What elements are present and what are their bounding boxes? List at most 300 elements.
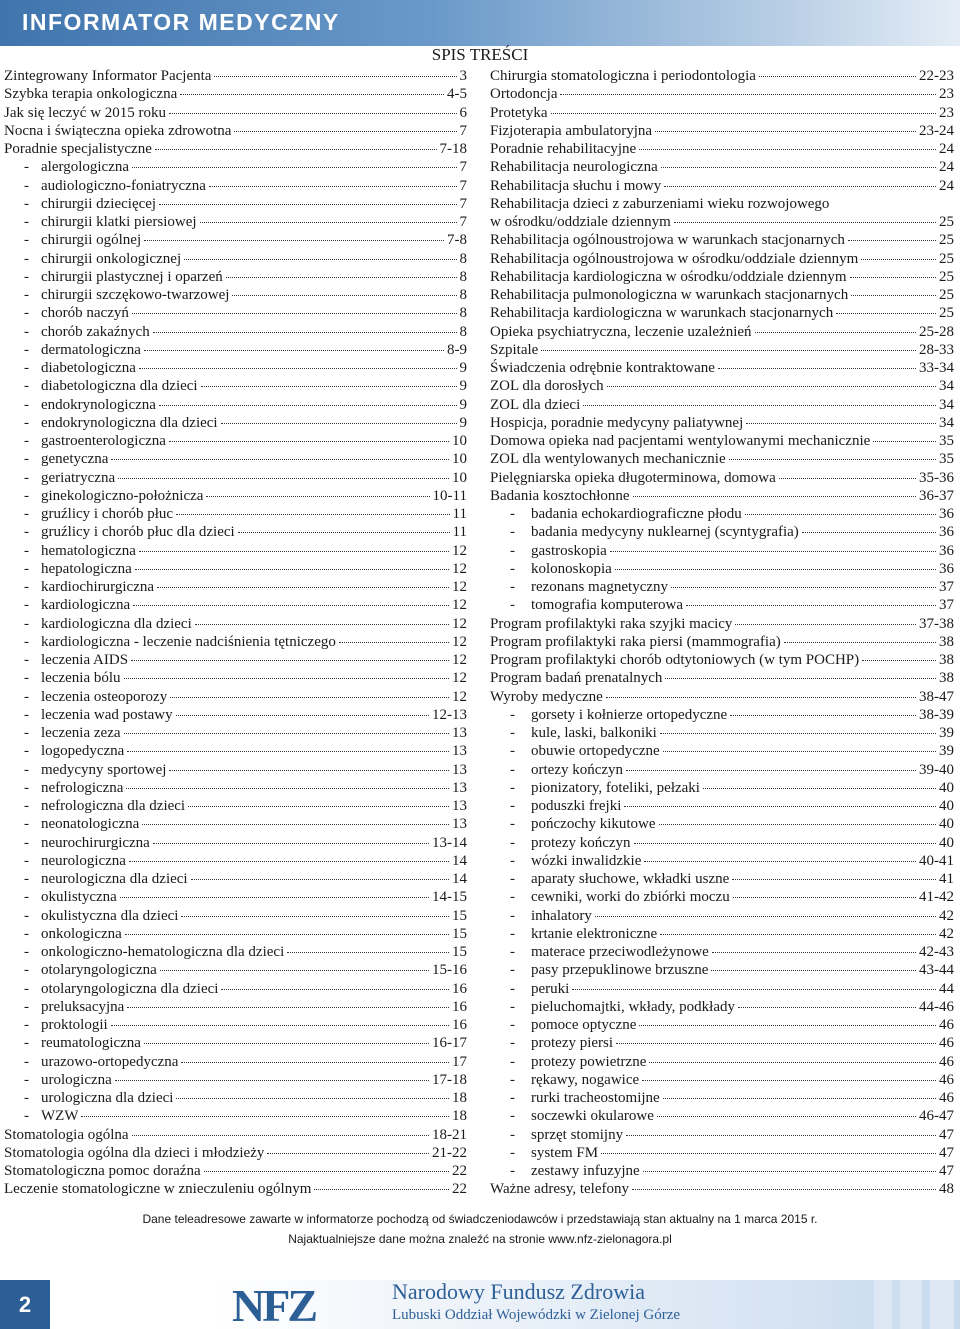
toc-subentry (490, 1034, 954, 1052)
toc-subentry (490, 1016, 954, 1034)
toc-entry-label: Rehabilitacja pulmonologiczna w warunkach stacjonarnych (490, 287, 849, 303)
dot-leader (135, 568, 449, 570)
toc-entry-label: pomoce optyczne (531, 1017, 637, 1033)
footer-note-website: Najaktualniejsze dane można znaleźć na stronie www.nfz-zielonagora.pl (288, 1232, 672, 1246)
toc-subentry (490, 1089, 954, 1107)
list-dash: - (24, 305, 29, 322)
toc-entry-label: Stomatologia ogólna dla dzieci i młodzieży (4, 1144, 265, 1161)
toc-entry-label: Rehabilitacja kardiologiczna w ośrodku/oddziale dziennym (490, 268, 847, 285)
toc-entry-label: Stomatologiczna pomoc doraźna (4, 1163, 201, 1179)
list-dash: - (24, 779, 29, 796)
toc-entry-page: 12 (452, 615, 467, 632)
dot-leader (572, 988, 936, 990)
list-dash: - (510, 889, 515, 906)
toc-entry-page: 10 (452, 433, 467, 449)
toc-entry-label: krtanie elektroniczne (531, 925, 658, 942)
toc-entry (490, 633, 954, 651)
toc-entry (490, 177, 954, 195)
toc-entry-label: audiologiczno-foniatryczna (41, 177, 206, 194)
toc-entry-page: 7-8 (447, 232, 467, 249)
toc-entry-page: 37 (939, 597, 954, 614)
toc-entry (490, 1180, 954, 1198)
list-dash: - (510, 871, 515, 887)
toc-entry-page: 39 (939, 743, 954, 760)
toc-entry-label: leczenia AIDS (41, 652, 129, 668)
toc-entry-label: Fizjoterapia ambulatoryjna (490, 122, 653, 139)
dot-leader (157, 586, 449, 588)
toc-subentry (490, 523, 954, 541)
toc-entry (490, 304, 954, 322)
toc-entry-label: neurochirurgiczna (41, 834, 150, 851)
toc-entry-page: 35 (939, 451, 954, 468)
toc-entry-label: Rehabilitacja ogólnoustrojowa w ośrodku/oddziale dziennym (490, 250, 859, 267)
toc-entry (490, 158, 954, 176)
toc-entry-page: 40 (939, 779, 954, 796)
toc-entry-label: geriatryczna (41, 469, 116, 486)
dot-leader (160, 969, 429, 971)
toc-entry-page: 36 (939, 542, 954, 559)
toc-entry-label: soczewki okularowe (531, 1108, 654, 1125)
list-dash: - (24, 761, 29, 778)
toc-entry-page: 14 (452, 852, 467, 869)
dot-leader (133, 604, 449, 606)
toc-entry-page: 38-39 (919, 706, 954, 723)
toc-entry-label: hematologiczna (41, 542, 136, 559)
toc-entry-label: proktologii (41, 1017, 108, 1033)
toc-entry-page: 18 (452, 1090, 467, 1106)
list-dash: - (24, 360, 29, 376)
toc-entry-page: 38-47 (919, 688, 954, 705)
dot-leader (142, 823, 449, 825)
toc-subentry (4, 195, 467, 213)
list-dash: - (24, 1090, 29, 1106)
toc-entry-label: w ośrodku/oddziale dziennym (490, 214, 671, 230)
toc-entry-page: 8-9 (447, 341, 467, 358)
dot-leader (643, 1170, 936, 1172)
toc-entry-label: okulistyczna dla dzieci (41, 907, 179, 924)
dot-leader (583, 404, 936, 406)
toc-entry-label: rurki tracheostomijne (531, 1090, 660, 1106)
dot-leader (802, 531, 936, 533)
toc-entry-page: 25 (939, 250, 954, 267)
toc-entry-label: Wyroby medyczne (490, 688, 603, 705)
toc-entry-page: 13 (452, 761, 467, 778)
dot-leader (132, 312, 457, 314)
toc-subentry (4, 980, 467, 998)
toc-entry-label: Rehabilitacja neurologiczna (490, 159, 658, 176)
list-dash: - (510, 907, 515, 924)
toc-entry-label: aparaty słuchowe, wkładki uszne (531, 871, 730, 887)
toc-entry-page: 12 (452, 542, 467, 559)
toc-entry-page: 39-40 (919, 761, 954, 778)
toc-entry-label: Program profilaktyki raka piersi (mammografia) (490, 633, 781, 650)
toc-entry (490, 122, 954, 140)
toc-entry-label: Program profilaktyki chorób odtytoniowych (w tym POCHP) (490, 652, 860, 668)
toc-subentry (4, 432, 467, 450)
toc-entry-label: Hospicja, poradnie medycyny paliatywnej (490, 414, 744, 431)
toc-subentry (490, 1053, 954, 1071)
list-dash: - (510, 816, 515, 833)
toc-entry-page: 25 (939, 287, 954, 303)
list-dash: - (510, 834, 515, 851)
toc-entry-label: Szybka terapia onkologiczna (4, 86, 178, 103)
list-dash: - (510, 980, 515, 997)
toc-entry-label: Szpitale (490, 341, 539, 358)
toc-entry (490, 195, 954, 213)
dot-leader (615, 568, 936, 570)
list-dash: - (510, 524, 515, 541)
toc-entry-label: nefrologiczna (41, 779, 124, 796)
dot-leader (551, 112, 937, 114)
toc-entry-label: badania echokardiograficzne płodu (531, 506, 742, 522)
toc-entry-page: 12-13 (432, 706, 467, 723)
toc-entry-label: Jak się leczyć w 2015 roku (4, 104, 167, 121)
list-dash: - (24, 268, 29, 285)
toc-entry-label: kardiologiczna (41, 597, 131, 614)
toc-column-left (4, 67, 467, 1199)
list-dash: - (24, 414, 29, 431)
list-dash: - (24, 560, 29, 577)
dot-leader (660, 732, 936, 734)
toc-subentry (4, 797, 467, 815)
dot-leader (659, 823, 936, 825)
toc-entry-page: 46 (939, 1053, 954, 1070)
dot-leader (541, 349, 916, 351)
toc-entry-page: 16-17 (432, 1035, 467, 1052)
dot-leader (755, 331, 916, 333)
dot-leader (81, 1115, 449, 1117)
toc-entry (490, 231, 954, 249)
toc-entry-label: chirurgii szczękowo-twarzowej (41, 287, 230, 303)
toc-entry-label: otolaryngologiczna (41, 962, 157, 979)
dot-leader (848, 239, 936, 241)
dot-leader (862, 659, 936, 661)
toc-entry (490, 67, 954, 85)
dot-leader (738, 1006, 916, 1008)
toc-entry-label: onkologiczna (41, 925, 122, 942)
list-dash: - (24, 688, 29, 705)
toc-entry-label: Stomatologia ogólna (4, 1126, 129, 1143)
toc-subentry (4, 487, 467, 505)
list-dash: - (24, 743, 29, 760)
list-dash: - (510, 579, 515, 595)
toc-entry-page: 8 (459, 250, 467, 267)
list-dash: - (24, 871, 29, 887)
dot-leader (730, 714, 916, 716)
toc-subentry (490, 761, 954, 779)
toc-entry-label: hepatologiczna (41, 560, 132, 577)
toc-subentry (4, 596, 467, 614)
dot-leader (665, 677, 936, 679)
dot-leader (176, 1097, 449, 1099)
list-dash: - (24, 633, 29, 650)
toc-entry-page: 25 (939, 232, 954, 249)
toc-entry-page: 42 (939, 925, 954, 942)
footer-note-date: Dane teleadresowe zawarte w informatorze pochodzą od świadczeniodawców i przedstawiają stan aktualny na 1 marca 2015 r. (142, 1212, 818, 1226)
toc-entry-page: 23-24 (919, 122, 954, 139)
header-bar (0, 0, 960, 46)
dot-leader (144, 349, 444, 351)
toc-entry-page: 37 (939, 579, 954, 595)
toc-entry-label: pionizatory, foteliki, pełzaki (531, 779, 700, 796)
dot-leader (200, 221, 457, 223)
toc-entry-page: 41-42 (919, 889, 954, 906)
list-dash: - (24, 852, 29, 869)
toc-entry-label: Ortodoncja (490, 86, 558, 103)
toc-entry-label: diabetologiczna (41, 360, 136, 376)
toc-subentry (4, 688, 467, 706)
toc-entry-page: 35-36 (919, 469, 954, 486)
toc-entry-label: tomografia komputerowa (531, 597, 684, 614)
toc-entry (490, 450, 954, 468)
toc-entry-page: 48 (939, 1181, 954, 1198)
dot-leader (118, 477, 449, 479)
toc-entry-page: 9 (459, 360, 467, 376)
page-number: 2 (0, 1280, 50, 1329)
toc-entry-label: Ważne adresy, telefony (490, 1181, 629, 1198)
toc-entry-page: 16 (452, 980, 467, 997)
toc-entry (490, 615, 954, 633)
dot-leader (115, 1079, 429, 1081)
dot-leader (184, 258, 456, 260)
toc-subentry (4, 469, 467, 487)
toc-entry-label: kolonoskopia (531, 560, 612, 577)
toc-entry-label: leczenia osteoporozy (41, 688, 168, 705)
toc-entry-label: system FM (531, 1144, 599, 1161)
dot-leader (711, 969, 916, 971)
toc-subentry (4, 450, 467, 468)
list-dash: - (510, 779, 515, 796)
toc-entry-page: 14 (452, 871, 467, 887)
toc-entry-label: endokrynologiczna (41, 396, 156, 413)
dot-leader (234, 130, 456, 132)
dot-leader (634, 842, 936, 844)
toc-entry (4, 85, 467, 103)
toc-entry-page: 35 (939, 433, 954, 449)
list-dash: - (510, 597, 515, 614)
toc-entry-page: 33-34 (919, 360, 954, 376)
toc-entry-label: protezy piersi (531, 1035, 614, 1052)
toc-subentry (490, 961, 954, 979)
toc-entry-label: okulistyczna (41, 889, 117, 906)
toc-entry-label: medycyny sportowej (41, 761, 167, 778)
list-dash: - (24, 378, 29, 395)
toc-entry-page: 17-18 (432, 1071, 467, 1088)
toc-entry-page: 36-37 (919, 487, 954, 504)
toc-entry-label: urazowo-ortopedyczna (41, 1053, 179, 1070)
dot-leader (153, 842, 429, 844)
toc-entry-label: neurologiczna dla dzieci (41, 871, 188, 887)
list-dash: - (510, 1090, 515, 1106)
list-dash: - (24, 980, 29, 997)
list-dash: - (24, 323, 29, 340)
list-dash: - (24, 451, 29, 468)
dot-leader (120, 896, 429, 898)
toc-entry-label: Świadczenia odrębnie kontraktowane (490, 360, 715, 376)
list-dash: - (24, 250, 29, 267)
decorative-stripes (870, 1280, 960, 1329)
toc-subentry (490, 1162, 954, 1180)
toc-subentry (490, 596, 954, 614)
toc-subentry (4, 505, 467, 523)
dot-leader (861, 258, 936, 260)
dot-leader (176, 513, 450, 515)
list-dash: - (510, 560, 515, 577)
dot-leader (139, 367, 457, 369)
toc-entry-page: 34 (939, 378, 954, 395)
toc-entry-page: 44-46 (919, 998, 954, 1015)
dot-leader (221, 422, 457, 424)
toc-entry-page: 12 (452, 597, 467, 614)
list-dash: - (24, 214, 29, 230)
toc-entry-page: 15 (452, 907, 467, 924)
list-dash: - (24, 159, 29, 176)
toc-subentry (490, 1126, 954, 1144)
dot-leader (607, 385, 936, 387)
toc-entry-page: 15 (452, 925, 467, 942)
toc-entry-page: 12 (452, 560, 467, 577)
toc-entry-page: 40 (939, 816, 954, 833)
dot-leader (639, 1024, 936, 1026)
toc-entry-page: 44 (939, 980, 954, 997)
toc-subentry (4, 724, 467, 742)
toc-entry-page: 38 (939, 633, 954, 650)
toc-entry-label: protezy powietrzne (531, 1053, 647, 1070)
toc-subentry (4, 286, 467, 304)
toc-subentry (4, 560, 467, 578)
dot-leader (595, 915, 936, 917)
dot-leader (176, 714, 429, 716)
toc-entry-label: dermatologiczna (41, 341, 141, 358)
list-dash: - (510, 542, 515, 559)
toc-subentry (490, 1071, 954, 1089)
toc-subentry (490, 907, 954, 925)
list-dash: - (510, 962, 515, 979)
toc-entry-page: 47 (939, 1144, 954, 1161)
list-dash: - (510, 725, 515, 741)
list-dash: - (24, 962, 29, 979)
toc-entry-label: chorób zakaźnych (41, 323, 150, 340)
toc-subentry (490, 870, 954, 888)
toc-entry-label: Domowa opieka nad pacjentami wentylowanymi mechanicznie (490, 433, 871, 449)
toc-column-right (490, 67, 954, 1199)
toc-entry-page: 7 (459, 177, 467, 194)
dot-leader (626, 1134, 936, 1136)
toc-entry-label: WZW (41, 1108, 79, 1125)
toc-entry-page: 12 (452, 670, 467, 687)
toc-entry-label: Chirurgia stomatologiczna i periodontologia (490, 68, 756, 84)
toc-subentry (4, 359, 467, 377)
toc-entry-label: Program badań prenatalnych (490, 670, 663, 687)
dot-leader (735, 623, 916, 625)
dot-leader (238, 531, 450, 533)
toc-entry-label: Opieka psychiatryczna, leczenie uzależnień (490, 323, 752, 340)
list-dash: - (510, 925, 515, 942)
toc-entry-label: endokrynologiczna dla dzieci (41, 414, 218, 431)
list-dash: - (24, 615, 29, 632)
list-dash: - (24, 725, 29, 741)
dot-leader (131, 659, 449, 661)
dot-leader (180, 93, 444, 95)
dot-leader (660, 933, 936, 935)
toc-entry-label: protezy kończyn (531, 834, 631, 851)
dot-leader (221, 988, 449, 990)
org-branch: Lubuski Oddział Wojewódzki w Zielonej Górze (392, 1307, 681, 1323)
toc-entry-label: reumatologiczna (41, 1035, 141, 1052)
toc-entry-label: kardiologiczna dla dzieci (41, 615, 192, 632)
list-dash: - (24, 889, 29, 906)
toc-entry (490, 432, 954, 450)
toc-entry-page: 37-38 (919, 615, 954, 632)
toc-entry-page: 8 (459, 305, 467, 322)
toc-entry-page: 25-28 (919, 323, 954, 340)
nfz-logo (232, 1281, 344, 1325)
toc-entry-page: 25 (939, 305, 954, 322)
toc-entry-label: alergologiczna (41, 159, 130, 176)
list-dash: - (510, 506, 515, 522)
list-dash: - (24, 433, 29, 449)
toc-entry-label: Zintegrowany Informator Pacjenta (4, 68, 212, 84)
toc-entry-page: 13 (452, 743, 467, 760)
toc-entry-page: 7 (459, 122, 467, 139)
toc-entry-label: rękawy, nogawice (531, 1071, 640, 1088)
toc-subentry (490, 505, 954, 523)
toc-entry-label: onkologiczno-hematologiczna dla dzieci (41, 944, 285, 960)
toc-entry-label: Rehabilitacja ogólnoustrojowa w warunkach stacjonarnych (490, 232, 845, 249)
list-dash: - (24, 816, 29, 833)
toc-entry-label: ZOL dla dorosłych (490, 378, 604, 395)
toc-subentry (4, 1016, 467, 1034)
toc-entry-label: nefrologiczna dla dzieci (41, 798, 186, 814)
toc-entry-page: 21-22 (432, 1144, 467, 1161)
toc-subentry (4, 1089, 467, 1107)
toc-entry-label: leczenia bólu (41, 670, 121, 687)
toc-subentry (4, 268, 467, 286)
list-dash: - (510, 1035, 515, 1052)
toc-entry (490, 396, 954, 414)
dot-leader (732, 878, 936, 880)
toc-entry-page: 36 (939, 560, 954, 577)
list-dash: - (24, 1071, 29, 1088)
dot-leader (159, 404, 457, 406)
dot-leader (153, 331, 457, 333)
toc-entry-page: 18 (452, 1108, 467, 1125)
toc-heading: SPIS TREŚCI (431, 45, 529, 64)
toc-entry-label: ZOL dla dzieci (490, 396, 581, 413)
dot-leader (606, 696, 916, 698)
dot-leader (206, 495, 429, 497)
toc-entry-label: urologiczna dla dzieci (41, 1090, 174, 1106)
toc-subentry (4, 615, 467, 633)
toc-entry-label: Poradnie specjalistyczne (4, 141, 152, 157)
toc-entry-page: 12 (452, 633, 467, 650)
list-dash: - (510, 1144, 515, 1161)
toc-entry-label: poduszki frejki (531, 798, 622, 814)
toc-entry-label: ginekologiczno-położnicza (41, 487, 204, 504)
toc-subentry (4, 961, 467, 979)
toc-entry-label: chirurgii ogólnej (41, 232, 142, 249)
org-name: Narodowy Fundusz Zdrowia (392, 1279, 645, 1304)
toc-entry-page: 16 (452, 998, 467, 1015)
toc-entry (490, 359, 954, 377)
toc-entry (4, 1126, 467, 1144)
nfz-logo-text: NFZ (232, 1281, 315, 1325)
toc-entry-page: 15-16 (432, 962, 467, 979)
publication-title: INFORMATOR MEDYCZNY (22, 9, 340, 35)
list-dash: - (510, 1071, 515, 1088)
toc-entry-page: 9 (459, 414, 467, 431)
toc-entry-page: 24 (939, 141, 954, 157)
